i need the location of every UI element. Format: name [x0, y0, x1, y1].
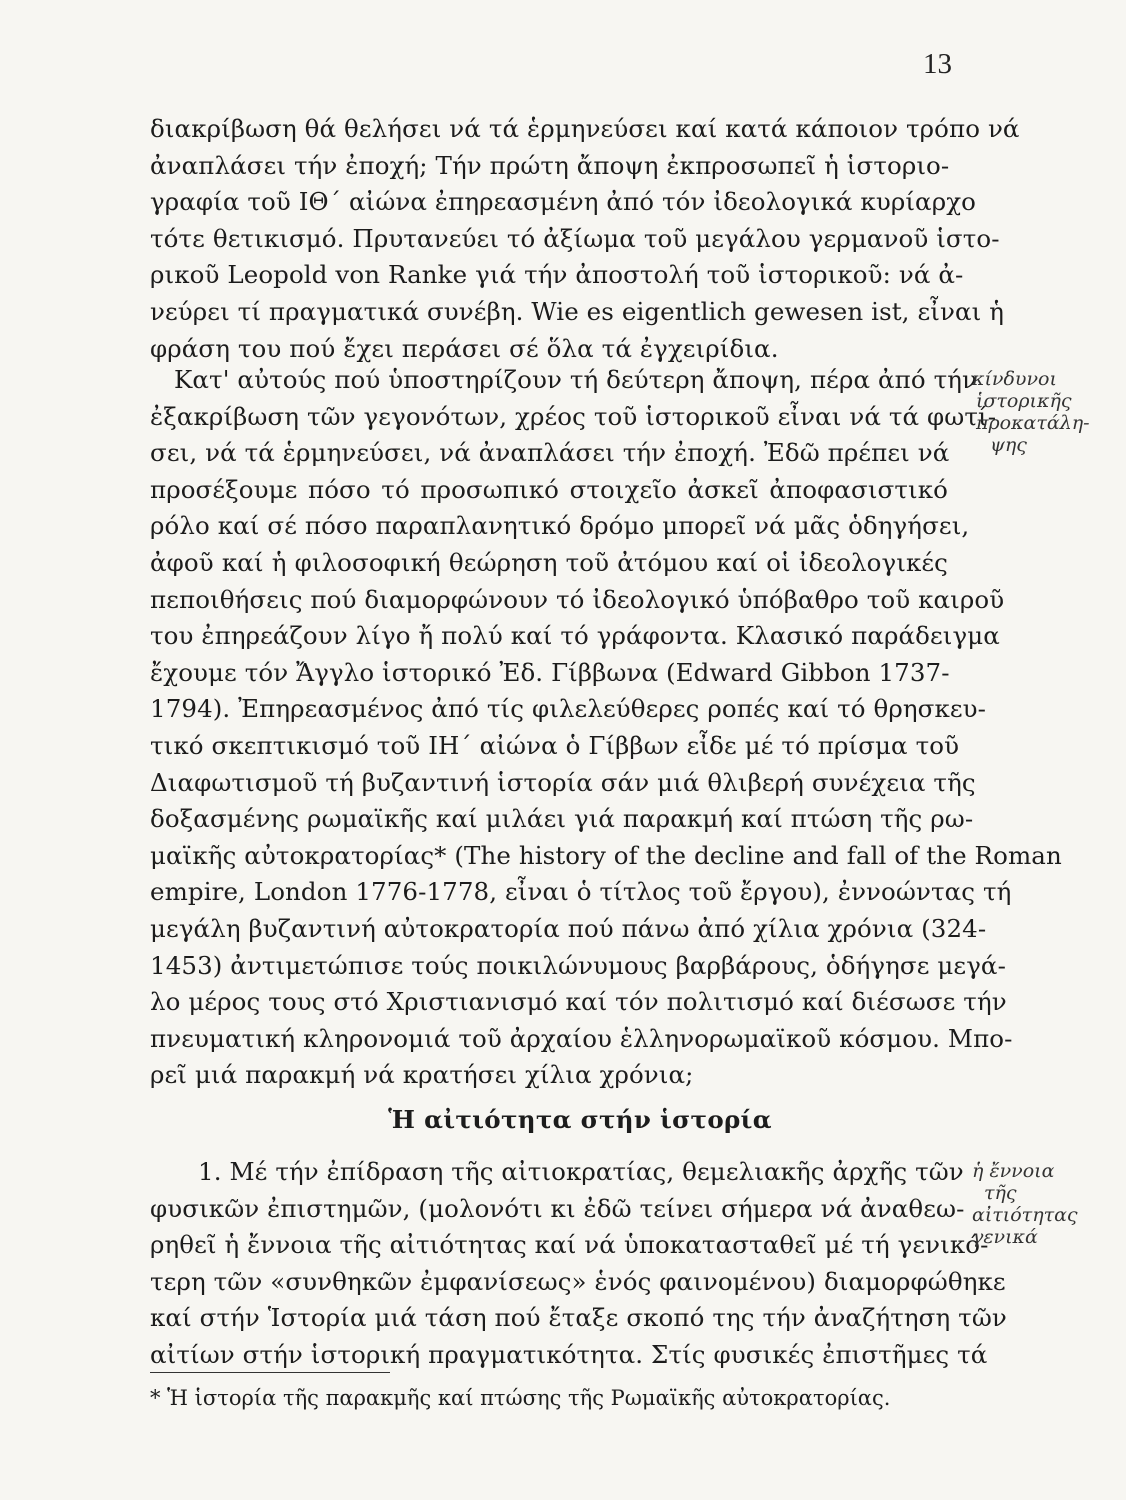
text-line: πνευματική κληρονομιά τοῦ ἀρχαίου ἑλληνορωμαϊκοῦ κόσμου. Μπο- [150, 1023, 1013, 1053]
text-line: τότε θετικισμό. Πρυτανεύει τό ἀξίωμα τοῦ μεγάλου γερμανοῦ ἱστο- [150, 223, 1000, 253]
text-line: νεύρει τί πραγματικά συνέβη. Wie es eigentlich gewesen ist, εἶναι ἡ [150, 296, 1004, 326]
text-line: Κατ' αὐτούς πού ὑποστηρίζουν τή δεύτερη ἄποψη, πέρα ἀπό τήν [174, 365, 977, 394]
text-line: πεποιθήσεις πού διαμορφώνουν τό ἰδεολογικό ὑπόβαθρο τοῦ καιροῦ [150, 584, 1005, 614]
text-line: ἐξακρίβωση τῶν γεγονότων, χρέος τοῦ ἱστορικοῦ εἶναι νά τά φωτί- [150, 401, 997, 431]
text-line: μεγάλη βυζαντινή αὐτοκρατορία πού πάνω ἀπό χίλια χρόνια (324- [150, 913, 987, 943]
text-line: τικό σκεπτικισμό τοῦ ΙΗ΄ αἰώνα ὁ Γίββων εἶδε μέ τό πρίσμα τοῦ [150, 730, 960, 760]
text-line: 1. Μέ τήν ἐπίδραση τῆς αἰτιοκρατίας, θεμελιακῆς ἀρχῆς τῶν [198, 1157, 964, 1186]
text-line: ἔχουμε τόν Ἄγγλο ἱστορικό Ἐδ. Γίββωνα (Edward Gibbon 1737- [150, 657, 950, 687]
text-line: Διαφωτισμοῦ τή βυζαντινή ἱστορία σάν μιά θλιβερή συνέχεια τῆς [150, 767, 976, 797]
margin-note-line: ψης [990, 434, 1027, 456]
margin-note-1 [972, 368, 1102, 456]
text-line: ρικοῦ Leopold von Ranke γιά τήν ἀποστολή τοῦ ἱστορικοῦ: νά ἀ- [150, 260, 964, 290]
footnote: * Ἡ ἱστορία τῆς παρακμῆς καί πτώσης τῆς Ρωμαϊκῆς αὐτοκρατορίας. [150, 1386, 891, 1410]
margin-note-line: γενικά [972, 1226, 1038, 1248]
text-line: προσέξουμε πόσο τό προσωπικό στοιχεῖο ἀσκεῖ ἀποφασιστικό [150, 474, 948, 504]
margin-note-line: ἡ ἔννοια [972, 1160, 1055, 1182]
paragraph-1 [150, 111, 1020, 367]
text-line: φυσικῶν ἐπιστημῶν, (μολονότι κι ἐδῶ τείνει σήμερα νά ἀναθεω- [150, 1193, 965, 1223]
text-line: σει, νά τά ἑρμηνεύσει, νά ἀναπλάσει τήν ἐποχή. Ἐδῶ πρέπει νά [150, 438, 950, 468]
text-line: δοξασμένης ρωμαϊκῆς καί μιλάει γιά παρακμή καί πτώση τῆς ρω- [150, 804, 974, 834]
margin-note-line: ἱστορικῆς [976, 390, 1072, 412]
text-line: λο μέρος τους στό Χριστιανισμό καί τόν πολιτισμό καί διέσωσε τήν [150, 987, 1007, 1017]
text-line: ἀφοῦ καί ἡ φιλοσοφική θεώρηση τοῦ ἀτόμου καί οἱ ἰδεολογικές [150, 547, 948, 577]
text-line: φράση του πού ἔχει περάσει σέ ὅλα τά ἐγχειρίδια. [150, 333, 779, 363]
margin-note-line: αἰτιότητας [972, 1204, 1078, 1226]
section-title: Ἡ αἰτιότητα στήν ἱστορία [388, 1105, 772, 1134]
text-line: γραφία τοῦ ΙΘ΄ αἰώνα ἐπηρεασμένη ἀπό τόν ἰδεολογικά κυρίαρχο [150, 187, 976, 217]
text-line: 1453) ἀντιμετώπισε τούς ποικιλώνυμους βαρβάρους, ὁδήγησε μεγά- [150, 950, 1006, 980]
text-line: αἰτίων στήν ἱστορική πραγματικότητα. Στίς φυσικές ἐπιστῆμες τά [150, 1339, 988, 1369]
text-line: μαϊκῆς αὐτοκρατορίας* (The history of the decline and fall of the Roman [150, 840, 1062, 870]
margin-note-line: τῆς [984, 1182, 1017, 1204]
text-line: ἀναπλάσει τήν ἐποχή; Τήν πρώτη ἄποψη ἐκπροσωπεῖ ἡ ἱστοριο- [150, 150, 950, 180]
margin-note-2 [972, 1160, 1102, 1248]
text-line: 1794). Ἐπηρεασμένος ἀπό τίς φιλελεύθερες ροπές καί τό θρησκευ- [150, 694, 987, 724]
text-line: empire, London 1776-1778, εἶναι ὁ τίτλος τοῦ ἔργου), ἐννοώντας τή [150, 877, 1012, 907]
margin-note-line: κίνδυνοι [972, 368, 1057, 390]
text-line: τερη τῶν «συνθηκῶν ἐμφανίσεως» ἑνός φαινομένου) διαμορφώθηκε [150, 1266, 1006, 1296]
text-line: καί στήν Ἱστορία μιά τάση πού ἔταξε σκοπό της τήν ἀναζήτηση τῶν [150, 1303, 1007, 1333]
margin-note-line: προκατάλη- [976, 412, 1090, 434]
text-line: ρηθεῖ ἡ ἔννοια τῆς αἰτιότητας καί νά ὑποκατασταθεῖ μέ τή γενικό- [150, 1230, 989, 1260]
text-line: του ἐπηρεάζουν λίγο ἤ πολύ καί τό γράφοντα. Κλασικό παράδειγμα [150, 621, 1000, 651]
text-line: διακρίβωση θά θελήσει νά τά ἑρμηνεύσει καί κατά κάποιον τρόπο νά [150, 114, 1020, 143]
text-line: ρεῖ μιά παρακμή νά κρατήσει χίλια χρόνια; [150, 1060, 694, 1090]
footnote-divider [150, 1372, 390, 1373]
page-number: 13 [923, 48, 952, 80]
text-line: ρόλο καί σέ πόσο παραπλανητικό δρόμο μπορεῖ νά μᾶς ὁδηγήσει, [150, 511, 970, 541]
